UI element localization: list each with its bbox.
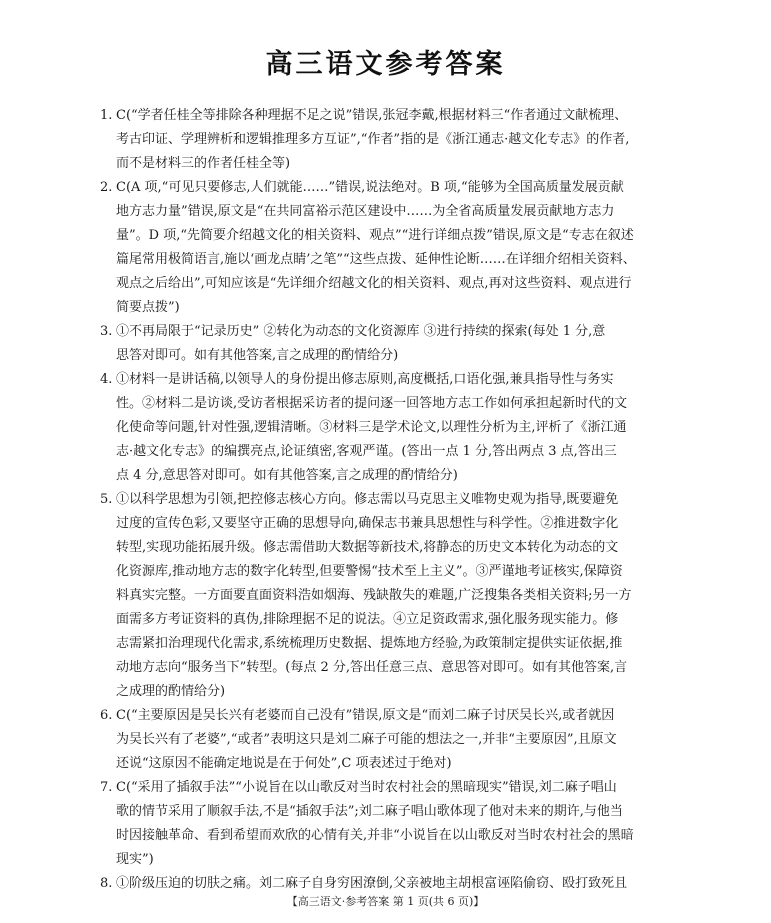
answer-text-line: 点 4 分,意思答对即可。如有其他答案,言之成理的酌情给分) <box>116 468 458 483</box>
answer-text-line: 歌的情节采用了顺叙手法,不是“插叙手法”;刘二麻子唱山歌体现了他对未来的期许,与他当 <box>116 804 623 819</box>
answer-text-line: 篇尾常用极简语言,施以‘画龙点睛’之笔”“这些点拨、延伸性论断……在详细介绍相关资料、 <box>116 252 636 267</box>
answer-text-line: 料真实完整。一方面要直面资料浩如烟海、残缺散失的难题,广泛搜集各类相关资料;另一方 <box>116 588 632 603</box>
answer-text-line: C(“学者任桂全等排除各种理据不足之说”错误,张冠李戴,根据材料三“作者通过文献梳理、 <box>116 108 628 123</box>
answer-text-line: 还说“这原因不能确定地说是在于何处”,C 项表述过于绝对) <box>116 756 452 771</box>
answer-item <box>102 320 682 368</box>
answer-text-line: ①阶级压迫的切肤之痛。刘二麻子自身穷困潦倒,父亲被地主胡根富诬陷偷窃、殴打致死且 <box>116 876 628 891</box>
answer-number: 6. <box>100 708 113 723</box>
answer-text-line: 量”。D 项,“先简要介绍越文化的相关资料、观点”“进行详细点拨”错误,原文是“专志在叙述 <box>116 228 634 243</box>
answer-text-line: 观点之后给出”,可知应该是“先详细介绍越文化的相关资料、观点,再对这些资料、观点进行 <box>116 276 632 291</box>
answer-item <box>102 368 682 488</box>
answer-text-line: C(“采用了插叙手法”“小说旨在以山歌反对当时农村社会的黑暗现实”错误,刘二麻子唱山 <box>116 780 617 795</box>
answer-list <box>102 104 682 896</box>
answer-text-line: 过度的宣传色彩,又要坚守正确的思想导向,确保志书兼具思想性与科学性。②推进数字化 <box>116 516 619 531</box>
answer-item <box>102 176 682 320</box>
answer-text-line: 为吴长兴有了老婆”,“或者”表明这只是刘二麻子可能的想法之一,并非“主要原因”,且原文 <box>116 732 617 747</box>
answer-text-line: 考古印证、学理辨析和逻辑推理多方互证”,“作者”指的是《浙江通志·越文化专志》的作者, <box>116 132 630 147</box>
answer-number: 7. <box>100 780 113 795</box>
answer-number: 8. <box>100 876 113 891</box>
answer-number: 3. <box>100 324 113 339</box>
answer-text-line: 思答对即可。如有其他答案,言之成理的酌情给分) <box>116 348 399 363</box>
answer-text-line: 时因接触革命、看到希望而欢欣的心情有关,并非“小说旨在以山歌反对当时农村社会的黑暗 <box>116 828 634 843</box>
answer-item <box>102 704 682 776</box>
answer-item <box>102 776 682 872</box>
answer-text-line: ①不再局限于“记录历史” ②转化为动态的文化资源库 ③进行持续的探索(每处 1 分,意 <box>116 324 606 339</box>
answer-text-line: 志需紧扣治理现代化需求,系统梳理历史数据、提炼地方经验,为政策制定提供实证依据,推 <box>116 636 623 651</box>
answer-text-line: 而不是材料三的作者任桂全等) <box>116 156 291 171</box>
page-title: 高三语文参考答案 <box>265 49 506 80</box>
answer-number: 1. <box>100 108 113 123</box>
answer-text-line: 简要点拨”) <box>116 300 180 315</box>
answer-text-line: 志·越文化专志》的编撰亮点,论证缜密,客观严谨。(答出一点 1 分,答出两点 3 点,答出三 <box>116 444 617 459</box>
answer-text-line: 化使命等问题,针对性强,逻辑清晰。③材料三是学术论文,以理性分析为主,评析了《浙江通 <box>116 420 627 435</box>
answer-text-line: 化资源库,推动地方志的数字化转型,但要警惕“技术至上主义”。③严谨地考证核实,保障资 <box>116 564 623 579</box>
answer-text-line: ①材料一是讲话稿,以领导人的身份提出修志原则,高度概括,口语化强,兼具指导性与务实 <box>116 372 614 387</box>
answer-text-line: 面需多方考证资料的真伪,排除理据不足的说法。④立足资政需求,强化服务现实能力。修 <box>116 612 619 627</box>
answer-text-line: C(A 项,“可见只要修志,人们就能……”错误,说法绝对。B 项,“能够为全国高质量发展贡献 <box>116 180 624 195</box>
answer-text-line: 动地方志向“服务当下”转型。(每点 2 分,答出任意三点、意思答对即可。如有其他答案,言 <box>116 660 628 675</box>
answer-text-line: 转型,实现功能拓展升级。修志需借助大数据等新技术,将静态的历史文本转化为动态的文 <box>116 540 619 555</box>
answer-text-line: 性。②材料二是访谈,受访者根据采访者的提问逐一回答地方志工作如何承担起新时代的文 <box>116 396 628 411</box>
answer-number: 5. <box>100 492 113 507</box>
answer-text-line: 之成理的酌情给分) <box>116 684 226 699</box>
answer-number: 4. <box>100 372 113 387</box>
answer-item <box>102 488 682 704</box>
answer-text-line: C(“主要原因是吴长兴有老婆而自己没有”错误,原文是“而刘二麻子讨厌吴长兴,或者就因 <box>116 708 615 723</box>
answer-text-line: 现实”) <box>116 852 154 867</box>
answer-number: 2. <box>100 180 113 195</box>
answer-text-line: ①以科学思想为引领,把控修志核心方向。修志需以马克思主义唯物史观为指导,既要避免 <box>116 492 619 507</box>
answer-item <box>102 104 682 176</box>
page-footer: 【高三语文·参考答案 第 1 页(共 6 页)】 <box>286 895 485 908</box>
answer-text-line: 地方志力量”错误,原文是“在共同富裕示范区建设中……为全省高质量发展贡献地方志力 <box>116 204 615 219</box>
